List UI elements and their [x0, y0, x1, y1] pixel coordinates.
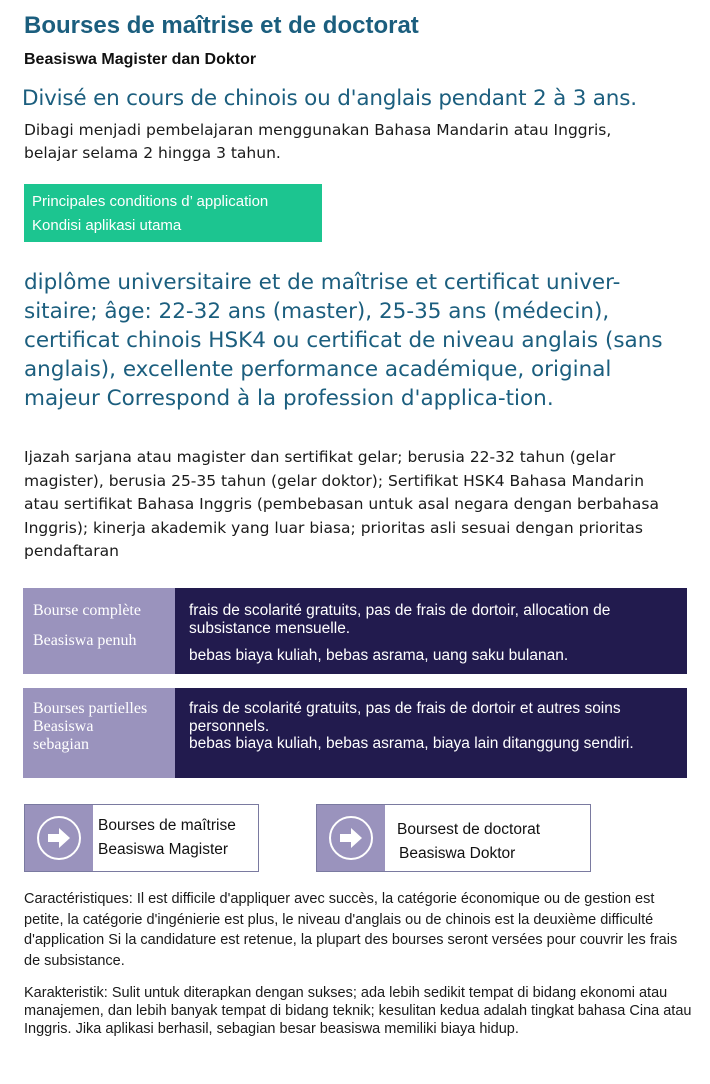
scholarship-label [23, 688, 175, 778]
conditions-tag-id: Kondisi aplikasi utama [32, 217, 182, 234]
requirements-text-id: Ijazah sarjana atau magister dan sertifikat gelar; berusia 22-32 tahun (gelar magister), berusia 25-35 tahun (gelar doktor); Sertifikat HSK4 Bahasa Mandarin atau sertifikat Bahasa Inggris (pembebasan untuk asal negara dengan berbahasa Inggris); kinerja akademik yang luar biasa; prioritas asli sesuai dengan prioritas pendaftaran [24, 448, 659, 560]
arrow-right-circle-icon [25, 805, 93, 871]
link-label-id: Beasiswa Magister [98, 841, 229, 858]
doctoral-scholarship-link[interactable] [316, 804, 591, 872]
scholarship-desc-id: bebas biaya kuliah, bebas asrama, biaya lain ditanggung sendiri. [189, 735, 634, 752]
scholarship-label-fr: Bourses partielles [33, 700, 148, 717]
scholarship-desc-fr: frais de scolarité gratuits, pas de frais de dortoir et autres soins personnels. [189, 700, 621, 735]
arrow-right-circle-icon [317, 805, 385, 871]
page-subtitle: Beasiswa Magister dan Doktor [24, 51, 257, 68]
page-title: Bourses de maîtrise et de doctorat [24, 12, 419, 39]
link-label-id: Beasiswa Doktor [399, 845, 516, 862]
scholarship-label-id: Beasiswa sebagian [33, 718, 94, 753]
scholarship-label-id: Beasiswa penuh [33, 632, 137, 649]
scholarship-label [23, 588, 175, 674]
scholarship-label-fr: Bourse complète [33, 602, 141, 619]
scholarship-desc-id: bebas biaya kuliah, bebas asrama, uang saku bulanan. [189, 647, 569, 664]
scholarship-partial [23, 688, 687, 778]
conditions-tag-fr: Principales conditions d’ application [32, 193, 269, 210]
link-label-fr: Bourses de maîtrise [98, 817, 236, 834]
link-label [93, 805, 236, 871]
scholarship-description [175, 588, 687, 674]
intro-text-fr: Divisé en cours de chinois ou d'anglais pendant 2 à 3 ans. [22, 86, 637, 111]
link-label-fr: Boursest de doctorat [397, 821, 541, 838]
conditions-tag [24, 184, 322, 242]
scholarship-full [23, 588, 687, 674]
characteristics-text-fr: Caractéristiques: Il est difficile d'appliquer avec succès, la catégorie économique ou de gestion est petite, la catégorie d'ingénierie est plus, le niveau d'anglais ou de chinois est la deuxième difficulté d'application Si la candidature est retenue, la plupart des bourses seront versées pour couvrir les frais de subsistance. [24, 891, 678, 969]
intro-text-id: Dibagi menjadi pembelajaran menggunakan Bahasa Mandarin atau Inggris, belajar selama 2 hingga 3 tahun. [24, 121, 612, 162]
scholarship-description [175, 688, 687, 778]
characteristics-text-id: Karakteristik: Sulit untuk diterapkan dengan sukses; ada lebih sedikit tempat di bidang ekonomi atau manajemen, dan lebih banyak tempat di bidang teknik; kesulitan kedua adalah tingkat bahasa Cina atau Inggris. Jika aplikasi berhasil, sebagian besar beasiswa memiliki biaya hidup. [24, 985, 692, 1037]
requirements-text-fr: diplôme universitaire et de maîtrise et certificat univer-sitaire; âge: 22-32 ans (master), 25-35 ans (médecin), certificat chinois HSK4 ou certificat de niveau anglais (sans anglais), excellente performance académique, original majeur Correspond à la profession d'applica-tion. [24, 270, 663, 411]
masters-scholarship-link[interactable] [24, 804, 259, 872]
link-label [385, 805, 540, 871]
scholarship-desc-fr: frais de scolarité gratuits, pas de frais de dortoir, allocation de subsistance mensuelle. [189, 602, 611, 637]
